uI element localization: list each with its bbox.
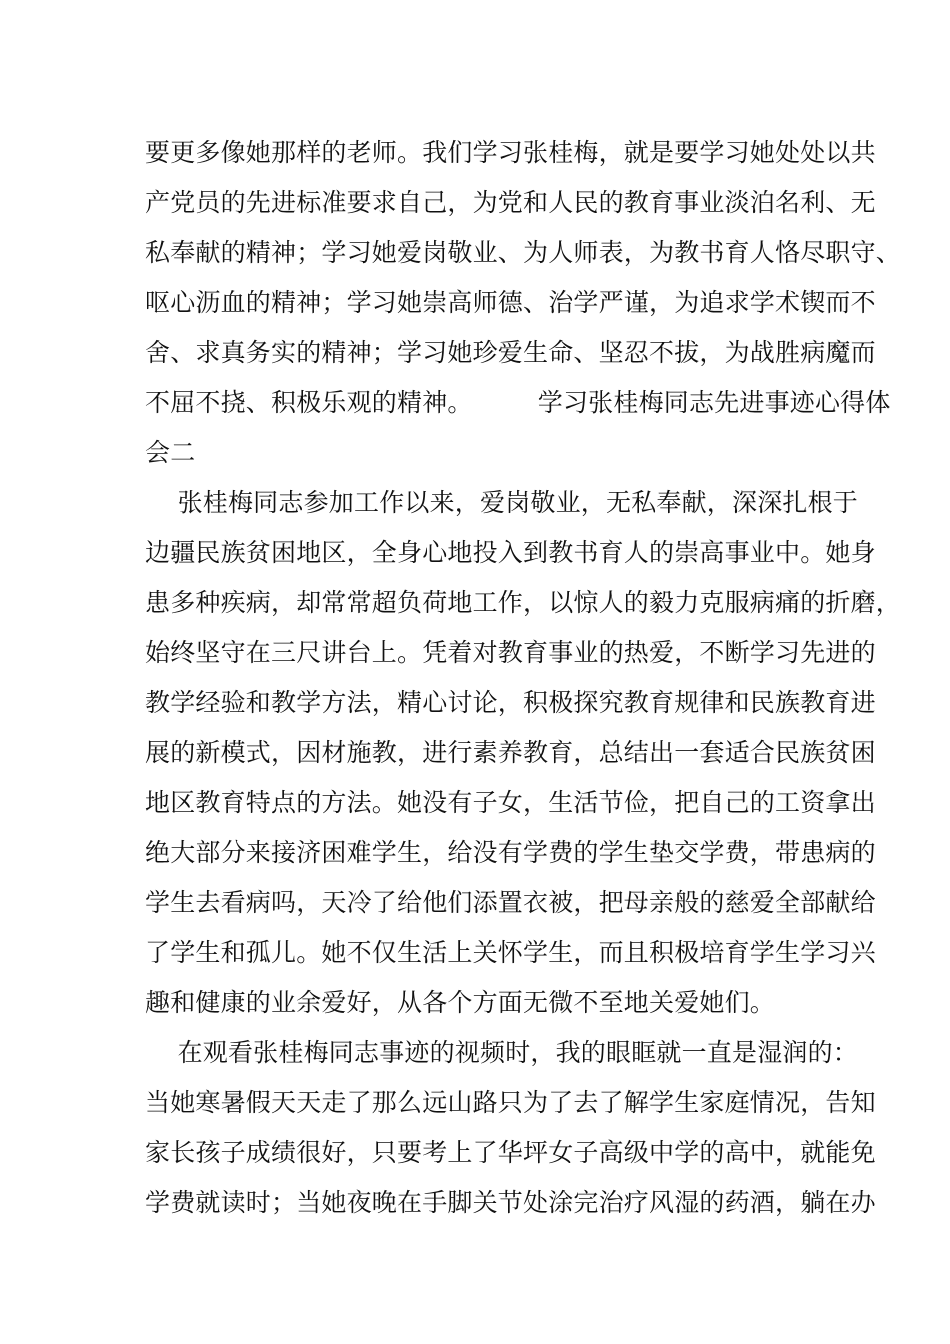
text-line: 了学生和孤儿。她不仅生活上关怀学生，而且积极培育学生学习兴 xyxy=(145,938,876,967)
text-line: 教学经验和教学方法，精心讨论，积极探究教育规律和民族教育进 xyxy=(145,688,876,717)
text-line: 呕心沥血的精神；学习她崇高师德、治学严谨，为追求学术锲而不 xyxy=(145,288,876,317)
text-line: 边疆民族贫困地区，全身心地投入到教书育人的崇高事业中。她身 xyxy=(145,538,876,567)
text-line: 学费就读时；当她夜晚在手脚关节处涂完治疗风湿的药酒，躺在办 xyxy=(145,1188,876,1217)
text-line: 家长孩子成绩很好，只要考上了华坪女子高级中学的高中，就能免 xyxy=(145,1138,876,1167)
text-line: 当她寒暑假天天走了那么远山路只为了去了解学生家庭情况，告知 xyxy=(145,1088,876,1117)
text-line: 会二 xyxy=(145,438,196,467)
text-line: 学生去看病吗，天冷了给他们添置衣被，把母亲般的慈爱全部献给 xyxy=(145,888,876,917)
text-line: 要更多像她那样的老师。我们学习张桂梅，就是要学习她处处以共 xyxy=(145,138,876,167)
text-line: 绝大部分来接济困难学生，给没有学费的学生垫交学费，带患病的 xyxy=(145,838,876,867)
text-line: 产党员的先进标准要求自己，为党和人民的教育事业淡泊名利、无 xyxy=(145,188,876,217)
text-line: 地区教育特点的方法。她没有子女，生活节俭，把自己的工资拿出 xyxy=(145,788,876,817)
text-line: 始终坚守在三尺讲台上。凭着对教育事业的热爱，不断学习先进的 xyxy=(145,638,876,667)
text-line: 展的新模式，因材施教，进行素养教育，总结出一套适合民族贫困 xyxy=(145,738,876,767)
text-line: 私奉献的精神；学习她爱岗敬业、为人师表，为教书育人恪尽职守、 xyxy=(145,238,902,267)
text-line: 不屈不挠、积极乐观的精神。 学习张桂梅同志先进事迹心得体 xyxy=(145,388,891,417)
text-line: 在观看张桂梅同志事迹的视频时，我的眼眶就一直是湿润的： xyxy=(145,1038,858,1067)
text-line: 张桂梅同志参加工作以来，爱岗敬业，无私奉献，深深扎根于 xyxy=(145,488,858,517)
text-line: 舍、求真务实的精神；学习她珍爱生命、坚忍不拔，为战胜病魔而 xyxy=(145,338,876,367)
text-line: 趣和健康的业余爱好，从各个方面无微不至地关爱她们。 xyxy=(145,988,776,1017)
text-line: 患多种疾病，却常常超负荷地工作，以惊人的毅力克服病痛的折磨， xyxy=(145,588,902,617)
